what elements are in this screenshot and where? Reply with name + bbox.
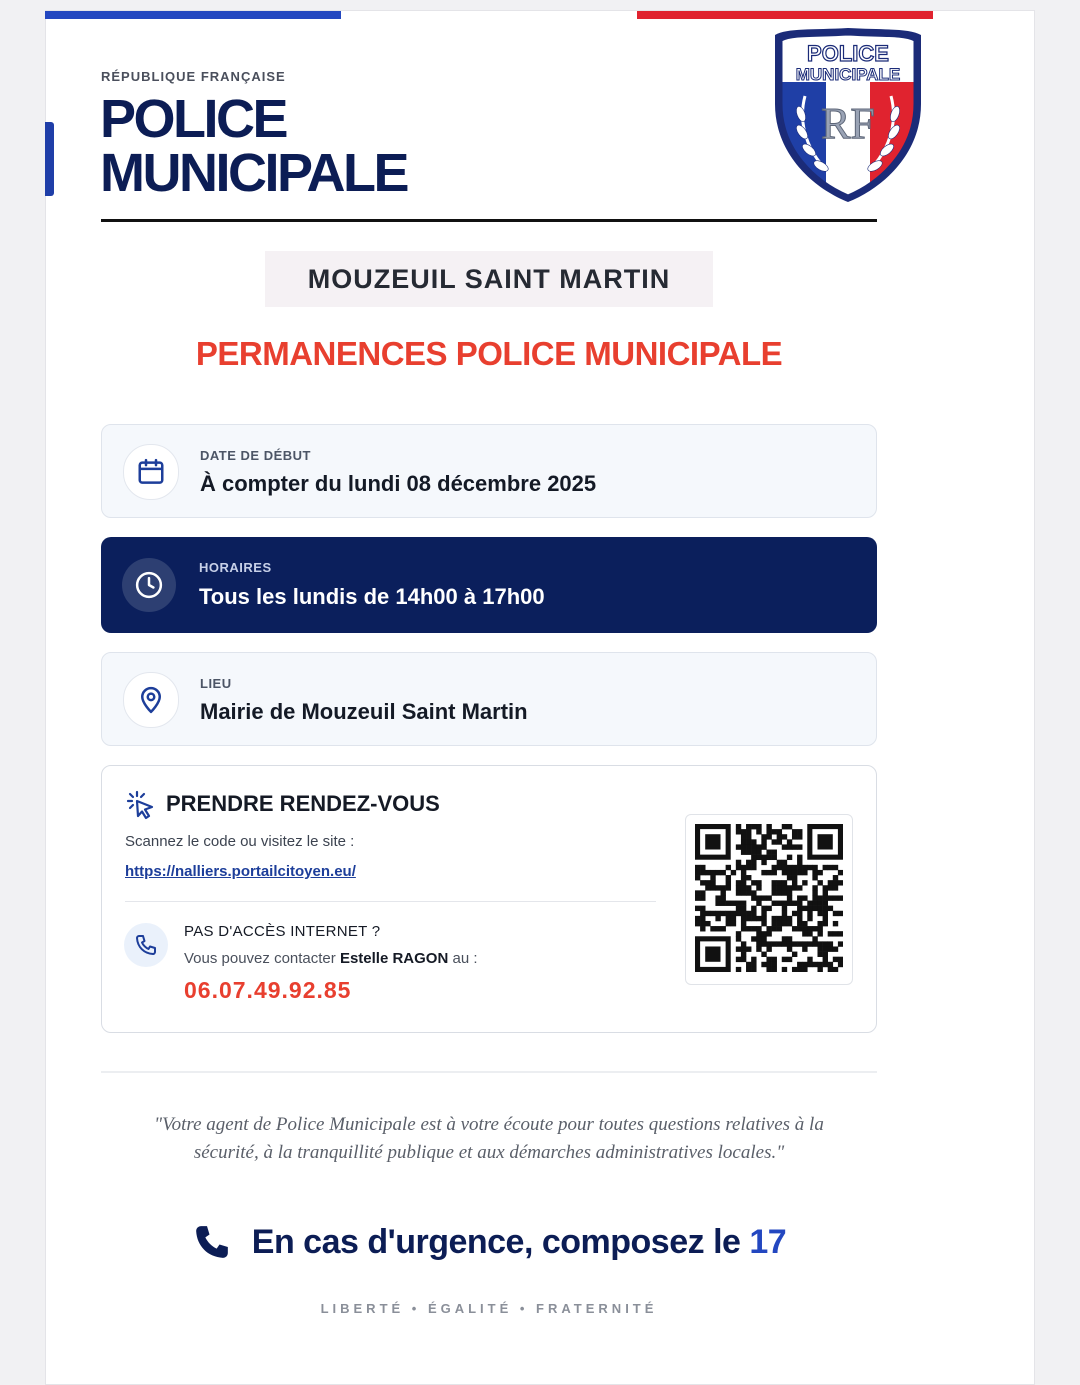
contact-line <box>184 950 478 967</box>
side-accent-bar <box>45 122 54 196</box>
agent-quote-line2: sécurité, à la tranquillité publique et aux démarches administratives locales." <box>193 1142 785 1163</box>
contact-prefix: Vous pouvez contacter <box>184 950 336 967</box>
emergency-number: 17 <box>749 1222 787 1261</box>
headline: PERMANENCES POLICE MUNICIPALE <box>195 335 783 372</box>
top-blue-bar <box>45 11 341 19</box>
appointment-box <box>101 765 877 1033</box>
republique-label: RÉPUBLIQUE FRANÇAISE <box>101 69 286 84</box>
contact-phone-number[interactable]: 06.07.49.92.85 <box>184 977 352 1003</box>
portal-link[interactable]: https://nalliers.portailcitoyen.eu/ <box>125 863 356 880</box>
brand-title-line2: MUNICIPALE <box>100 143 407 203</box>
location-value: Mairie de Mouzeuil Saint Martin <box>200 699 528 724</box>
pointer-click-icon <box>125 790 157 822</box>
map-pin-icon <box>123 672 179 728</box>
brand-title <box>100 89 407 203</box>
appointment-divider <box>125 901 656 902</box>
calendar-icon <box>123 444 179 500</box>
emergency-text-main: En cas d'urgence, composez le <box>251 1222 741 1261</box>
contact-name: Estelle RAGON <box>339 950 449 967</box>
qr-code[interactable] <box>695 824 843 972</box>
agent-quote-line1: "Votre agent de Police Municipale est à votre écoute pour toutes questions relatives à la <box>154 1114 824 1135</box>
emergency-phone-icon <box>192 1222 232 1262</box>
location-card <box>101 652 877 746</box>
agent-quote <box>101 1111 877 1167</box>
contact-suffix: au : <box>452 950 478 967</box>
police-badge-logo <box>775 26 921 202</box>
logo-initials: RF <box>821 99 875 148</box>
logo-text-police: POLICE <box>807 41 889 66</box>
hours-card <box>101 537 877 633</box>
start-date-value: À compter du lundi 08 décembre 2025 <box>200 471 597 496</box>
hours-label: HORAIRES <box>199 560 272 575</box>
header-divider <box>101 219 877 222</box>
footer-divider <box>101 1071 877 1073</box>
town-name: MOUZEUIL SAINT MARTIN <box>265 251 713 307</box>
brand-title-line1: POLICE <box>100 89 287 149</box>
phone-icon <box>124 923 168 967</box>
logo-text-municipale: MUNICIPALE <box>795 65 901 84</box>
start-date-card <box>101 424 877 518</box>
start-date-label: DATE DE DÉBUT <box>200 448 311 463</box>
appointment-title: PRENDRE RENDEZ-VOUS <box>166 791 440 816</box>
national-motto: LIBERTÉ • ÉGALITÉ • FRATERNITÉ <box>320 1301 658 1316</box>
location-label: LIEU <box>200 676 232 691</box>
clock-icon <box>122 558 176 612</box>
scan-instruction: Scannez le code ou visitez le site : <box>125 833 355 850</box>
hours-value: Tous les lundis de 14h00 à 17h00 <box>199 584 545 609</box>
emergency-line <box>101 1222 877 1262</box>
emergency-text <box>252 1223 786 1262</box>
no-internet-label: PAS D'ACCÈS INTERNET ? <box>184 923 381 940</box>
qr-code-frame <box>685 814 853 985</box>
top-red-bar <box>637 11 933 19</box>
